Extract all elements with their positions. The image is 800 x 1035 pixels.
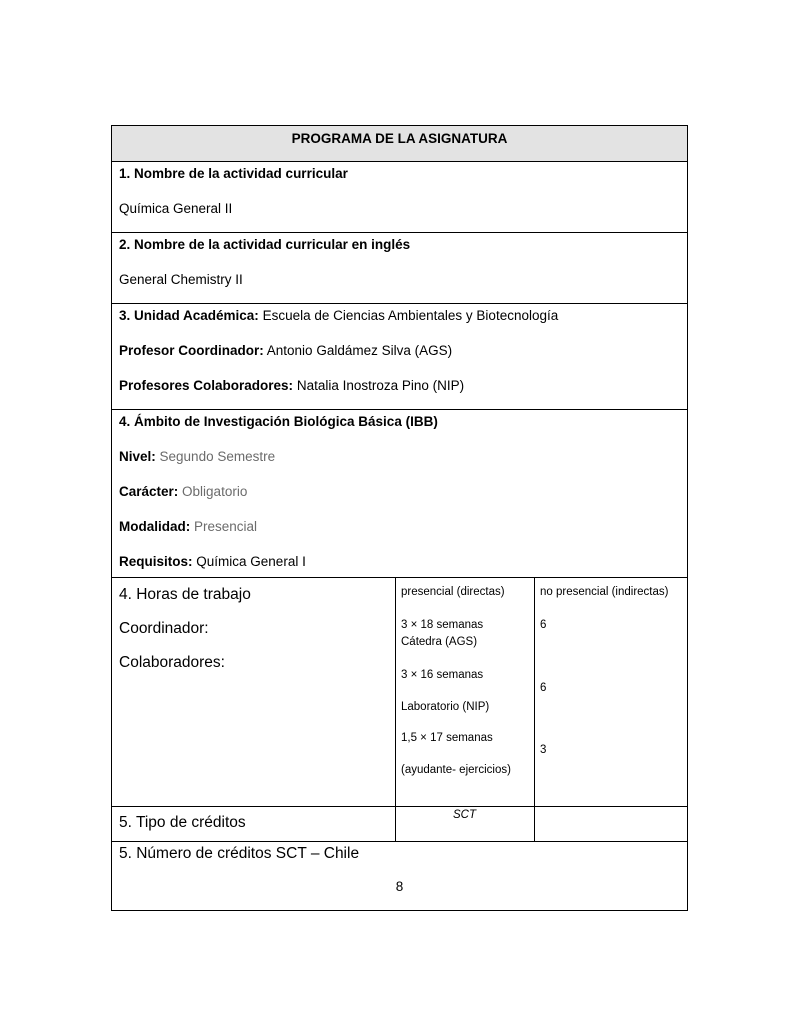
section-tipo-creditos [112,807,687,842]
ambito-label: 4. Ámbito de Investigación Biológica Básica (IBB) [119,414,438,429]
no-presencial-header: no presencial (indirectas) [540,586,669,598]
nombre-label: 1. Nombre de la actividad curricular [119,166,348,181]
unidad-line [119,308,558,323]
no-presencial-value-3: 3 [540,744,547,756]
horas-colaboradores: Colaboradores: [119,654,225,671]
unidad-value: Escuela de Ciencias Ambientales y Biotecnología [262,308,559,323]
caracter-label: Carácter: [119,484,179,499]
tipo-creditos-value: SCT [453,809,476,821]
caracter-line [119,484,247,499]
coordinador-value: Antonio Galdámez Silva (AGS) [266,343,453,358]
modalidad-label: Modalidad: [119,519,191,534]
coordinador-line [119,343,452,358]
column-divider [534,578,535,806]
caracter-value: Obligatorio [182,484,248,499]
section-ambito [112,410,687,578]
numero-creditos-value: 8 [395,879,404,894]
presencial-line-4: Laboratorio (NIP) [401,701,490,713]
presencial-header: presencial (directas) [401,586,505,598]
column-divider [395,578,396,806]
modalidad-line [119,519,257,534]
horas-coordinador: Coordinador: [119,620,209,637]
no-presencial-value-2: 6 [540,682,547,694]
table-header-row [112,126,687,162]
colaboradores-label: Profesores Colaboradores: [119,378,294,393]
nombre-ingles-value: General Chemistry II [119,272,243,287]
section-unidad [112,304,687,410]
section-nombre [112,162,687,233]
nombre-ingles-label: 2. Nombre de la actividad curricular en inglés [119,237,411,252]
presencial-line-5: 1,5 × 17 semanas [401,732,493,744]
presencial-line-3: 3 × 16 semanas [401,669,484,681]
presencial-line-2: Cátedra (AGS) [401,636,478,648]
table-header: PROGRAMA DE LA ASIGNATURA [291,131,508,146]
unidad-label: 3. Unidad Académica: [119,308,259,323]
nivel-line [119,449,275,464]
requisitos-value: Química General I [196,554,306,569]
no-presencial-value-1: 6 [540,619,547,631]
nombre-value: Química General II [119,201,233,216]
presencial-line-1: 3 × 18 semanas [401,619,484,631]
horas-title: 4. Horas de trabajo [119,586,251,603]
column-divider [534,807,535,841]
numero-creditos-label: 5. Número de créditos SCT – Chile [119,845,360,862]
course-program-table [111,125,688,911]
nivel-label: Nivel: [119,449,156,464]
section-horas [112,578,687,807]
section-numero-creditos [112,842,687,912]
requisitos-label: Requisitos: [119,554,193,569]
colaboradores-line [119,378,464,393]
requisitos-line [119,554,306,569]
colaboradores-value: Natalia Inostroza Pino (NIP) [296,378,465,393]
coordinador-label: Profesor Coordinador: [119,343,264,358]
nivel-value: Segundo Semestre [159,449,276,464]
tipo-creditos-label: 5. Tipo de créditos [119,814,246,831]
section-nombre-ingles [112,233,687,304]
presencial-line-6: (ayudante- ejercicios) [401,764,511,776]
modalidad-value: Presencial [194,519,258,534]
